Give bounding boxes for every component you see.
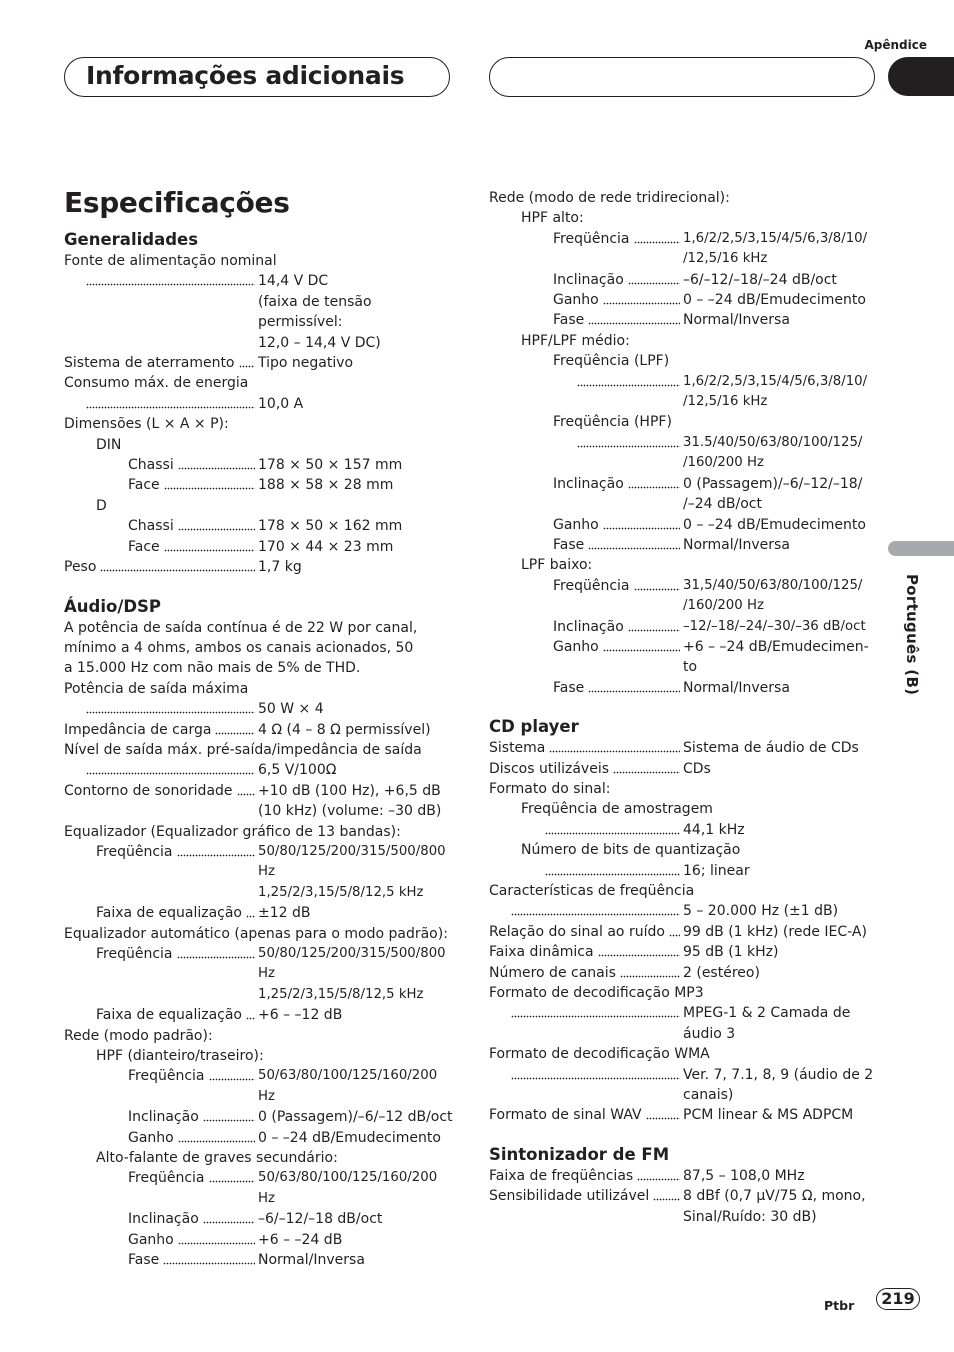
spec-label: Faixa dinâmica [489, 944, 594, 961]
spec-row [64, 1107, 456, 1127]
spec-row [64, 353, 456, 373]
spec-value: +6 – –24 dB/Emudecimen- to [683, 638, 869, 676]
spec-row [489, 1105, 881, 1125]
spec-label: Características de freqüência [489, 883, 695, 899]
leader-dots [246, 1005, 255, 1020]
leader-dots [237, 781, 255, 796]
spec-row [64, 944, 456, 1005]
spec-sublabel: Alto-falante de graves secundário: [96, 1150, 338, 1167]
page-title: Especificações [64, 186, 290, 219]
spec-label: Ganho [128, 1231, 174, 1248]
leader-dots [100, 557, 255, 572]
spec-value: 4 Ω (4 – 8 Ω permissível) [258, 721, 431, 738]
leader-dots [634, 229, 680, 244]
spec-label: Fase [553, 312, 585, 329]
leader-dots [634, 576, 680, 591]
header-tab-marker [888, 57, 954, 96]
spec-row [64, 1066, 456, 1107]
leader-dots [178, 1128, 255, 1143]
leader-dots [203, 1107, 255, 1122]
spec-label: Ganho [553, 516, 599, 533]
leader-dots [549, 738, 680, 753]
spec-label: Freqüência [96, 843, 173, 860]
spec-value: Normal/Inversa [683, 312, 790, 329]
spec-label: Impedância de carga [64, 721, 212, 738]
spec-row [64, 903, 456, 923]
spec-value: Tipo negativo [258, 355, 354, 372]
spec-value: CDs [683, 760, 711, 777]
spec-row [64, 537, 456, 557]
spec-row [489, 617, 881, 637]
spec-value: 2 (estéreo) [683, 964, 760, 981]
spec-row [489, 290, 881, 310]
spec-label: Peso [64, 559, 97, 576]
leader-dots [628, 617, 680, 632]
spec-value: MPEG-1 & 2 Camada de áudio 3 [683, 1005, 851, 1042]
spec-value: 99 dB (1 kHz) (rede IEC-A) [683, 923, 867, 940]
spec-row [64, 760, 456, 780]
spec-label: Formato de sinal WAV [489, 1107, 642, 1124]
spec-row [489, 433, 881, 474]
spec-row [489, 515, 881, 535]
spec-value: +6 – –24 dB [258, 1231, 343, 1248]
leader-dots [669, 922, 680, 937]
spec-row [489, 861, 881, 881]
spec-value: 95 dB (1 kHz) [683, 944, 779, 961]
leader-dots [603, 637, 680, 652]
spec-value: 170 × 44 × 23 mm [258, 538, 394, 555]
spec-value: +10 dB (100 Hz), +6,5 dB (10 kHz) (volume: –30 dB) [258, 782, 442, 820]
language-tab-marker [888, 541, 954, 556]
spec-value: 50/80/125/200/315/500/800 Hz 1,25/2/3,15/5/8/12,5 kHz [258, 843, 446, 900]
leader-dots [164, 537, 255, 552]
spec-row [489, 963, 881, 983]
spec-label: Freqüência (HPF) [553, 414, 672, 431]
leader-dots [239, 353, 256, 368]
spec-value: 1,6/2/2,5/3,15/4/5/6,3/8/10/ /12,5/16 kHz [683, 373, 868, 410]
spec-label: Dimensões (L × A × P): [64, 416, 229, 433]
leader-dots [603, 515, 680, 530]
spec-label: Faixa de freqüências [489, 1167, 634, 1184]
spec-label: Equalizador (Equalizador gráfico de 13 bandas): [64, 823, 401, 840]
leader-dots [646, 1105, 680, 1120]
spec-label: Chassi [128, 518, 174, 535]
spec-row [64, 1230, 456, 1250]
spec-label: Freqüência [128, 1170, 205, 1187]
leader-dots [215, 720, 255, 735]
spec-value: 0 – –24 dB/Emudecimento [258, 1129, 441, 1146]
spec-sublabel: LPF baixo: [521, 557, 593, 574]
spec-label: Faixa de equalização [96, 1007, 243, 1024]
section-heading-audio: Áudio/DSP [64, 596, 162, 616]
leader-dots [164, 475, 255, 490]
spec-row [489, 820, 881, 840]
spec-label: Freqüência [128, 1068, 205, 1085]
spec-value: Normal/Inversa [258, 1252, 365, 1269]
leader-dots [588, 678, 680, 693]
leader-dots [203, 1209, 255, 1224]
spec-value: 0 – –24 dB/Emudecimento [683, 292, 866, 309]
section-heading-fm-tuner: Sintonizador de FM [489, 1144, 670, 1164]
spec-row [489, 270, 881, 290]
spec-value: 31.5/40/50/63/80/100/125/ /160/200 Hz [683, 434, 863, 471]
spec-label: Consumo máx. de energia [64, 375, 249, 392]
leader-dots [613, 759, 680, 774]
leader-dots [577, 433, 680, 448]
spec-sublabel: Número de bits de quantização [521, 842, 741, 859]
spec-value: 44,1 kHz [683, 821, 745, 838]
spec-row [489, 637, 881, 678]
spec-label: Inclinação [553, 271, 624, 288]
spec-row [64, 699, 456, 719]
leader-dots [511, 1003, 680, 1018]
spec-sublabel: DIN [96, 436, 122, 453]
leader-dots [545, 861, 680, 876]
spec-label: Rede (modo de rede tridirecional): [489, 190, 730, 206]
spec-label: Formato de decodificação MP3 [489, 985, 704, 1002]
spec-value: 178 × 50 × 157 mm [258, 457, 403, 474]
section-heading-cd-player: CD player [489, 717, 579, 737]
appendix-label: Apêndice [864, 38, 927, 52]
spec-row [64, 720, 456, 740]
leader-dots [86, 760, 255, 775]
leader-dots [620, 963, 680, 978]
page-number: 219 [876, 1288, 920, 1310]
spec-row [64, 1005, 456, 1025]
spec-row [489, 759, 881, 779]
spec-row [64, 455, 456, 475]
spec-value: 0 – –24 dB/Emudecimento [683, 516, 866, 533]
spec-row [489, 535, 881, 555]
leader-dots [653, 1186, 680, 1201]
spec-value: 1,7 kg [258, 559, 302, 576]
spec-row [64, 475, 456, 495]
spec-row [64, 781, 456, 822]
spec-label: Relação do sinal ao ruído [489, 923, 665, 940]
spec-value: 14,4 V DC (faixa de tensão permissível: 12,0 – 14,4 V DC) [258, 273, 381, 351]
leader-dots [86, 271, 255, 286]
spec-row [489, 738, 881, 758]
spec-value: 5 – 20.000 Hz (±1 dB) [683, 903, 839, 920]
leader-dots [588, 535, 680, 550]
spec-label: Nível de saída máx. pré-saída/impedância de saída [64, 741, 422, 758]
leader-dots [603, 290, 680, 305]
section-heading-general: Generalidades [64, 230, 199, 249]
spec-value: Sistema de áudio de CDs [683, 740, 859, 757]
leader-dots [163, 1250, 255, 1265]
leader-dots [178, 455, 255, 470]
leader-dots [545, 820, 680, 835]
spec-label: Rede (modo padrão): [64, 1027, 213, 1044]
spec-label: Formato de decodificação WMA [489, 1046, 710, 1063]
leader-dots [177, 944, 255, 959]
spec-label: Inclinação [553, 475, 624, 492]
leader-dots [628, 270, 680, 285]
spec-sublabel: Freqüência de amostragem [521, 801, 713, 818]
spec-label: Freqüência (LPF) [553, 353, 670, 370]
spec-label: Inclinação [128, 1109, 199, 1126]
spec-value: –12/–18/–24/–30/–36 dB/oct [683, 618, 866, 634]
spec-label: Discos utilizáveis [489, 760, 610, 777]
spec-row [489, 310, 881, 330]
right-column [489, 188, 881, 1227]
spec-label: Freqüência [553, 577, 630, 594]
spec-value: +6 – –12 dB [258, 1007, 343, 1024]
leader-dots [598, 942, 680, 957]
spec-row [489, 1065, 881, 1106]
leader-dots [511, 901, 680, 916]
spec-value: PCM linear & MS ADPCM [683, 1107, 854, 1124]
spec-sublabel: HPF alto: [521, 210, 584, 227]
spec-label: Fonte de alimentação nominal [64, 253, 277, 269]
left-column [64, 230, 456, 1271]
spec-sublabel: HPF (dianteiro/traseiro): [96, 1048, 264, 1065]
spec-row [64, 1128, 456, 1148]
spec-value: 50 W × 4 [258, 701, 324, 718]
leader-dots [178, 516, 255, 531]
spec-row [64, 271, 456, 353]
leader-dots [86, 699, 255, 714]
spec-label: Face [128, 477, 160, 494]
spec-row [489, 942, 881, 962]
spec-label: Número de canais [489, 964, 616, 981]
spec-label: Fase [553, 536, 585, 553]
header-empty-frame [489, 57, 875, 97]
leader-dots [246, 903, 255, 918]
leader-dots [86, 394, 255, 409]
spec-label: Fase [128, 1252, 160, 1269]
spec-row [489, 474, 881, 515]
spec-value: –6/–12/–18/–24 dB/oct [683, 271, 837, 288]
spec-value: 10,0 A [258, 395, 304, 412]
spec-value: 0 (Passagem)/–6/–12/–18/ /–24 dB/oct [683, 475, 863, 513]
spec-row [64, 842, 456, 903]
spec-label: Freqüência [96, 946, 173, 962]
section-title: Informações adicionais [86, 61, 405, 90]
audio-continuous-power-text: A potência de saída contínua é de 22 W por canal, mínimo a 4 ohms, ambos os canais acionados, 50 a 15.000 Hz com não mais de 5% de THD. [64, 619, 418, 677]
spec-value: –6/–12/–18 dB/oct [258, 1211, 383, 1228]
spec-value: 50/63/80/100/125/160/200 Hz [258, 1068, 438, 1104]
spec-value: 16; linear [683, 862, 750, 879]
spec-row [489, 229, 881, 270]
leader-dots [588, 310, 680, 325]
spec-value: 87,5 – 108,0 MHz [683, 1167, 805, 1184]
spec-sublabel: HPF/LPF médio: [521, 332, 630, 349]
spec-row [489, 1166, 881, 1186]
spec-label: Sistema de aterramento [64, 355, 235, 372]
spec-label: Ganho [553, 292, 599, 309]
spec-label: Contorno de sonoridade [64, 782, 233, 799]
spec-value: Ver. 7, 7.1, 8, 9 (áudio de 2 canais) [683, 1066, 874, 1104]
spec-label: Ganho [128, 1129, 174, 1146]
spec-value: ±12 dB [258, 905, 311, 922]
leader-dots [209, 1066, 255, 1081]
spec-label: Inclinação [128, 1211, 199, 1228]
language-code: Ptbr [824, 1298, 855, 1313]
spec-label: Freqüência [553, 230, 630, 247]
leader-dots [577, 372, 680, 387]
spec-value: Normal/Inversa [683, 679, 790, 696]
spec-row [64, 557, 456, 577]
spec-row [489, 901, 881, 921]
leader-dots [178, 1230, 255, 1245]
spec-row [64, 394, 456, 414]
spec-value: Normal/Inversa [683, 536, 790, 553]
spec-value: 6,5 V/100Ω [258, 762, 337, 779]
leader-dots [177, 842, 255, 857]
spec-sublabel: D [96, 497, 107, 514]
spec-value: 50/80/125/200/315/500/800 Hz 1,25/2/3,15/5/8/12,5 kHz [258, 946, 446, 1002]
spec-row [64, 516, 456, 536]
spec-label: Face [128, 538, 160, 555]
spec-value: 178 × 50 × 162 mm [258, 518, 403, 535]
spec-label: Equalizador automático (apenas para o modo padrão): [64, 925, 448, 942]
spec-row [64, 1168, 456, 1209]
spec-value: 1,6/2/2,5/3,15/4/5/6,3/8/10/ /12,5/16 kHz [683, 230, 868, 267]
spec-value: 50/63/80/100/125/160/200 Hz [258, 1170, 438, 1206]
language-tab-label: Português (B) [903, 574, 921, 696]
leader-dots [628, 474, 680, 489]
spec-row [489, 372, 881, 413]
spec-label: Chassi [128, 457, 174, 474]
spec-row [489, 1186, 881, 1227]
spec-label: Ganho [553, 638, 599, 655]
spec-row [489, 576, 881, 617]
spec-value: 31,5/40/50/63/80/100/125/ /160/200 Hz [683, 577, 863, 614]
leader-dots [637, 1166, 680, 1181]
spec-label: Fase [553, 679, 585, 696]
leader-dots [511, 1065, 680, 1080]
spec-label: Faixa de equalização [96, 905, 243, 922]
spec-value: 188 × 58 × 28 mm [258, 477, 394, 494]
spec-label: Formato do sinal: [489, 780, 611, 797]
spec-label: Potência de saída máxima [64, 680, 249, 697]
spec-label: Inclinação [553, 618, 624, 635]
spec-row [489, 1003, 881, 1044]
spec-label: Sistema [489, 740, 546, 757]
spec-value: 8 dBf (0,7 µV/75 Ω, mono, Sinal/Ruído: 30 dB) [683, 1188, 866, 1225]
spec-row [64, 1250, 456, 1270]
spec-row [489, 922, 881, 942]
spec-row [489, 678, 881, 698]
spec-row [64, 1209, 456, 1229]
leader-dots [209, 1168, 255, 1183]
spec-label: Sensibilidade utilizável [489, 1188, 650, 1205]
spec-value: 0 (Passagem)/–6/–12 dB/oct [258, 1109, 453, 1126]
